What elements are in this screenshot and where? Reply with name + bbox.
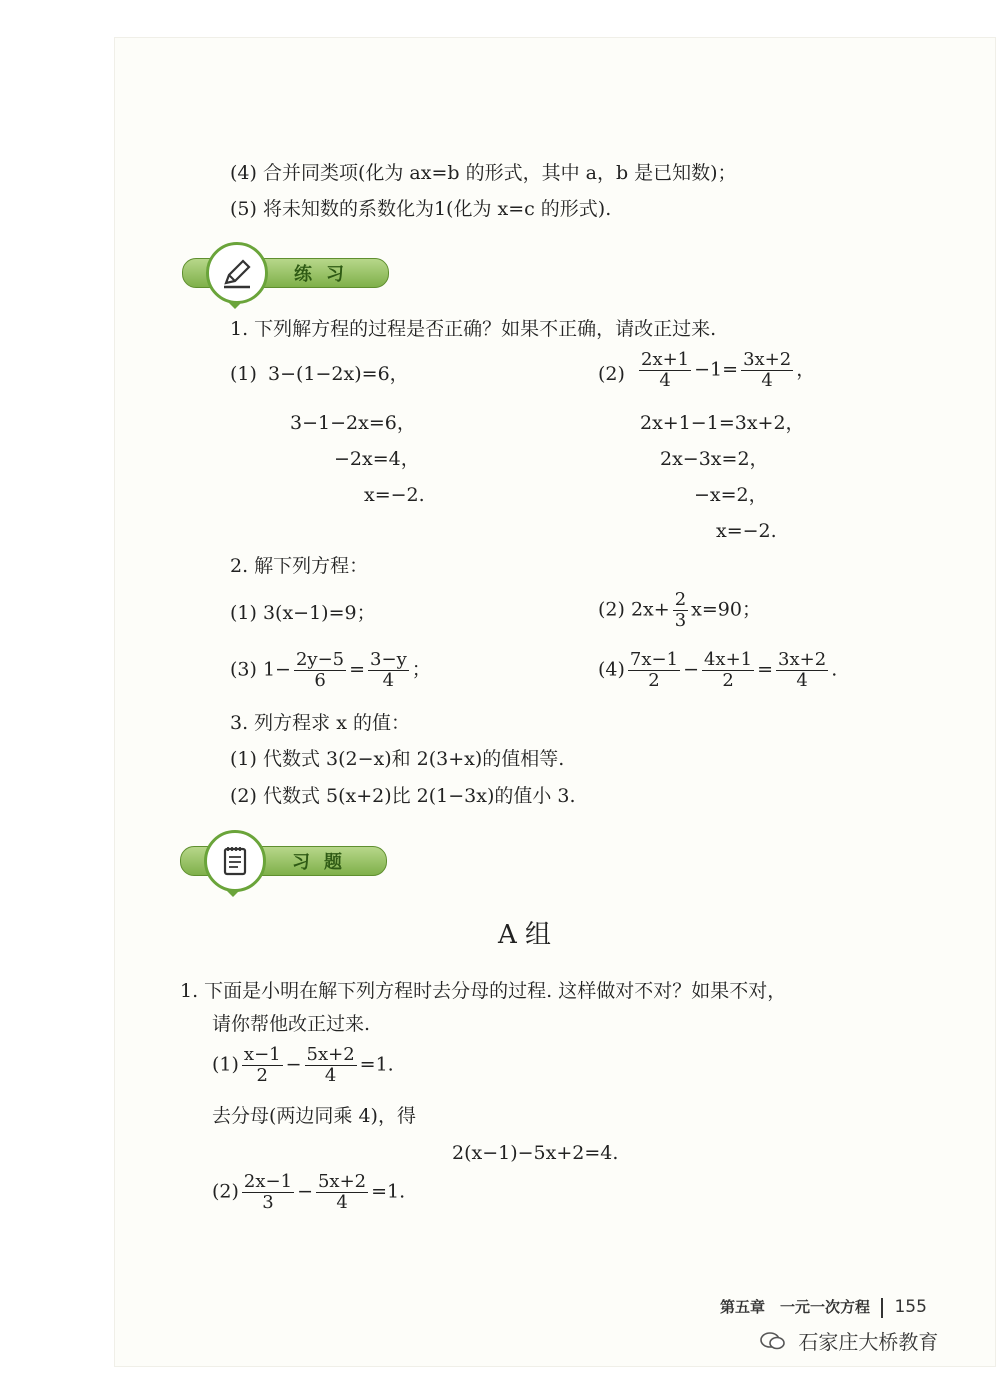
- p1-label: (1): [230, 363, 257, 385]
- p1-line-1: 3−(1−2x)=6，: [268, 363, 409, 385]
- q2-3: (3) 1− $\frac{2y-5}{6}$ = $\frac{3-y}{4}$ ；: [230, 649, 431, 691]
- p2-line-2: 2x+1−1=3x+2，: [640, 412, 805, 434]
- q3-1: (1) 代数式 3(2−x)和 2(3+x)的值相等.: [230, 748, 565, 770]
- p1-line-3: −2x=4，: [334, 448, 420, 470]
- watermark: [760, 1326, 938, 1356]
- step-5: (5) 将未知数的系数化为1(化为 x=c 的形式).: [230, 198, 612, 220]
- step-equation: 2(x−1)−5x+2=4.: [452, 1142, 619, 1164]
- p1-line-4: x=−2.: [364, 484, 425, 506]
- q2-4: (4) $\frac{7x-1}{2}$ − $\frac{4x+1}{2}$ = $\frac{3x+2}{4}$ .: [598, 649, 838, 691]
- p1-line-2: 3−1−2x=6，: [290, 412, 416, 434]
- exercise-eq-2: (2) $\frac{2x-1}{3}$ − $\frac{5x+2}{4}$ =1.: [212, 1171, 406, 1213]
- page-number: 155: [894, 1297, 927, 1317]
- page-footer: [720, 1296, 927, 1318]
- wechat-icon: [760, 1331, 786, 1356]
- exercise-banner-label: 习题: [292, 852, 356, 873]
- exercise-banner: [180, 838, 390, 882]
- notepad-icon: [204, 830, 266, 892]
- q2-2: (2) 2x+ $\frac{2}{3}$ x=90；: [598, 589, 761, 631]
- exercise-eq-1: (1) $\frac{x-1}{2}$ − $\frac{5x+2}{4}$ =1.: [212, 1044, 394, 1086]
- p2-line-5: x=−2.: [716, 520, 777, 542]
- practice-banner-label: 练习: [294, 264, 358, 285]
- practice-q2: 2. 解下列方程：: [230, 555, 369, 577]
- watermark-text: 石家庄大桥教育: [798, 1330, 939, 1354]
- practice-q1: 1. 下列解方程的过程是否正确？如果不正确，请改正过来.: [230, 318, 717, 340]
- pencil-icon: [206, 242, 268, 304]
- practice-q3: 3. 列方程求 x 的值：: [230, 712, 410, 734]
- p2-line-4: −x=2，: [694, 484, 768, 506]
- exercise-q1-line-1: 1. 下面是小明在解下列方程时去分母的过程. 这样做对不对？如果不对，: [180, 980, 787, 1002]
- chapter-title: 第五章 一元一次方程: [720, 1298, 871, 1316]
- p2-equation: $\frac{2x+1}{4}$ −1= $\frac{3x+2}{4}$ ，: [641, 349, 816, 391]
- exercise-q1-line-2: 请你帮他改正过来.: [212, 1013, 371, 1035]
- textbook-page: [115, 38, 995, 1366]
- practice-banner: [182, 250, 392, 294]
- p2-label: (2): [598, 363, 625, 385]
- group-heading: A 组: [498, 920, 552, 950]
- q3-2: (2) 代数式 5(x+2)比 2(1−3x)的值小 3.: [230, 785, 576, 807]
- p2-line-3: 2x−3x=2，: [660, 448, 769, 470]
- step-text: 去分母(两边同乘 4)，得: [212, 1105, 416, 1127]
- q2-1: (1) 3(x−1)=9；: [230, 602, 376, 624]
- step-4: (4) 合并同类项(化为 ax=b 的形式，其中 a，b 是已知数)；: [230, 162, 737, 184]
